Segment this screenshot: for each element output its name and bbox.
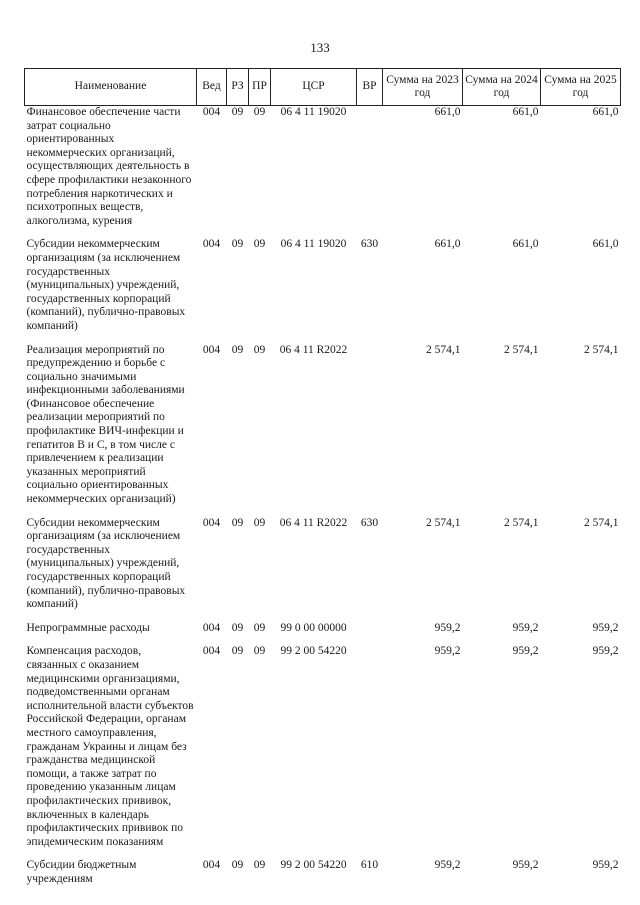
row-vr (357, 645, 383, 859)
row-ved: 004 (202, 343, 221, 356)
row-pr: 09 (253, 621, 266, 634)
row-csr: 99 0 00 00000 (280, 621, 347, 634)
table-row (25, 645, 621, 859)
header-ved: Вед (197, 69, 227, 106)
row-sum-2023: 2 574,1 (426, 516, 461, 529)
header-name: Наименование (25, 69, 197, 106)
row-vr (357, 344, 383, 517)
row-csr: 99 2 00 54220 (280, 859, 347, 872)
row-name: Субсидии бюджетным учреждениям (26, 859, 137, 885)
row-rz: 09 (231, 106, 244, 118)
row-name: Субсидии некоммерческим организациям (за исключением государственных (муниципальных) учреждений, государственных корпораций (компаний), публично-правовых компаний) (26, 238, 186, 332)
row-sum-2025: 661,0 (592, 238, 619, 251)
header-sum-2023: Сумма на 2023 год (383, 69, 463, 106)
row-ved: 004 (202, 645, 221, 658)
row-name: Финансовое обеспечение части затрат социально ориентированных некоммерческих организаций, осуществляющих деятельность в сфере профилактики незаконного потребления наркотических и психотропных веществ, алкоголизма, курения (26, 106, 192, 227)
row-ved: 004 (202, 859, 221, 872)
row-sum-2023: 959,2 (434, 621, 461, 634)
row-vr (357, 622, 383, 646)
row-sum-2025: 959,2 (592, 621, 619, 634)
table-header-row (25, 69, 621, 106)
row-vr: 610 (360, 859, 379, 872)
row-rz: 09 (231, 343, 244, 356)
header-rz: РЗ (227, 69, 249, 106)
table-row (25, 238, 621, 343)
row-vr (357, 106, 383, 239)
row-rz: 09 (231, 238, 244, 251)
row-pr: 09 (253, 859, 266, 872)
row-sum-2025: 2 574,1 (584, 516, 619, 529)
table-row (25, 859, 621, 896)
header-sum-2024: Сумма на 2024 год (463, 69, 541, 106)
row-csr: 06 4 11 R2022 (279, 343, 348, 356)
row-pr: 09 (253, 343, 266, 356)
row-sum-2023: 2 574,1 (426, 343, 461, 356)
row-sum-2023: 959,2 (434, 859, 461, 872)
page-number: 133 (310, 40, 330, 55)
row-rz: 09 (231, 621, 244, 634)
row-sum-2024: 959,2 (512, 621, 539, 634)
row-rz: 09 (231, 645, 244, 658)
row-rz: 09 (231, 859, 244, 872)
row-sum-2025: 959,2 (592, 859, 619, 872)
row-pr: 09 (253, 106, 266, 118)
header-sum-2025: Сумма на 2025 год (541, 69, 621, 106)
row-ved: 004 (202, 238, 221, 251)
row-sum-2024: 959,2 (512, 859, 539, 872)
row-pr: 09 (253, 645, 266, 658)
row-vr: 630 (360, 238, 379, 251)
table-row (25, 106, 621, 239)
row-sum-2023: 959,2 (434, 645, 461, 658)
row-ved: 004 (202, 621, 221, 634)
row-csr: 06 4 11 R2022 (279, 516, 348, 529)
row-sum-2024: 661,0 (512, 238, 539, 251)
row-name: Непрограммные расходы (26, 621, 150, 634)
row-sum-2024: 959,2 (512, 645, 539, 658)
row-pr: 09 (253, 516, 266, 529)
row-pr: 09 (253, 238, 266, 251)
row-name: Реализация мероприятий по предупреждению и борьбе с социально значимыми инфекционными заболеваниями (Финансовое обеспечение реализации мероприятий по профилактике ВИЧ-инфекции и гепатитов В и С, в том числе с привлечением к реализации указанных мероприятий социально ориентированных некоммерческих организаций) (26, 343, 185, 506)
table-row (25, 517, 621, 622)
row-sum-2023: 661,0 (434, 106, 461, 118)
row-name: Компенсация расходов, связанных с оказанием медицинскими организациями, подведомственными органам исполнительной власти субъектов Российской Федерации, органам местного самоуправления, гражданам Украины и лицам без гражданства медицинской помощи, а также затрат по проведению указанным лицам профилактических прививок, включенных в календарь профилактических прививок по эпидемическим показаниям (26, 645, 194, 848)
row-sum-2025: 661,0 (592, 106, 619, 118)
table-row (25, 344, 621, 517)
row-ved: 004 (202, 106, 221, 118)
row-sum-2024: 661,0 (512, 106, 539, 118)
row-name: Субсидии некоммерческим организациям (за исключением государственных (муниципальных) учреждений, государственных корпораций (компаний), публично-правовых компаний) (26, 516, 186, 611)
row-sum-2023: 661,0 (434, 238, 461, 251)
row-sum-2025: 2 574,1 (584, 343, 619, 356)
row-csr: 99 2 00 54220 (280, 645, 347, 658)
header-vr: ВР (357, 69, 383, 106)
row-sum-2024: 2 574,1 (504, 343, 539, 356)
header-pr: ПР (249, 69, 271, 106)
row-csr: 06 4 11 19020 (280, 106, 347, 118)
row-rz: 09 (231, 516, 244, 529)
budget-table (24, 68, 621, 896)
row-ved: 004 (202, 516, 221, 529)
row-sum-2025: 959,2 (592, 645, 619, 658)
table-row (25, 622, 621, 646)
row-csr: 06 4 11 19020 (280, 238, 347, 251)
row-sum-2024: 2 574,1 (504, 516, 539, 529)
row-vr: 630 (360, 516, 379, 529)
header-csr: ЦСР (271, 69, 357, 106)
